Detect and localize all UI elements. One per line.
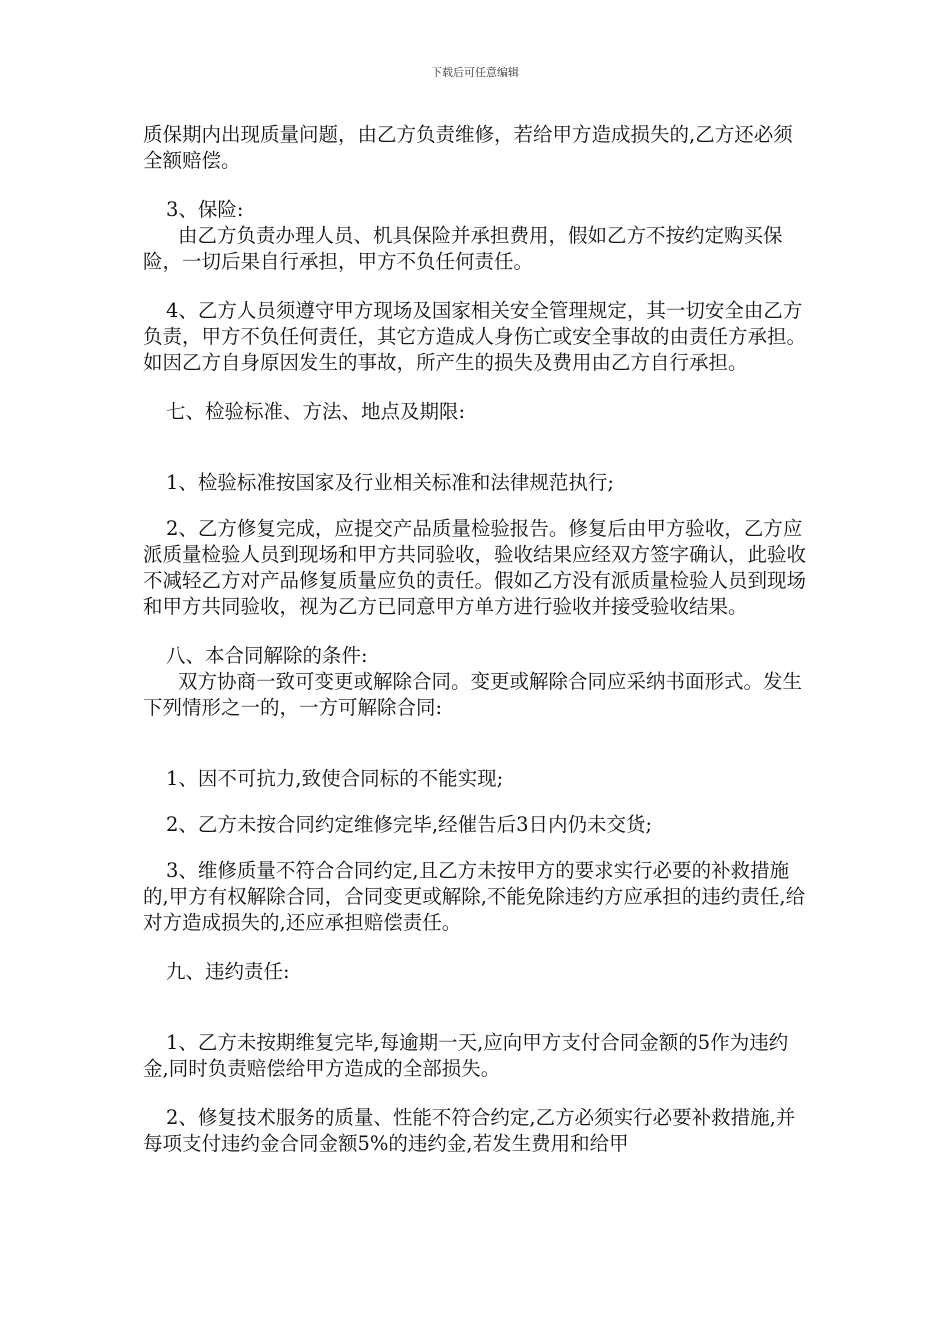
termination-item-1: 1、因不可抗力,致使合同标的不能实现; <box>166 767 504 790</box>
clause-inspection-acceptance: 2、乙方修复完成，应提交产品质量检验报告。修复后由甲方验收，乙方应派质量检验人员到现场和甲方共同验收，验收结果应经双方签字确认，此验收不减轻乙方对产品修复质量应负的责任。假如乙方没有派质量检验人员到现场和甲方共同验收，视为乙方已同意甲方单方进行验收并接受验收结果。 <box>143 517 807 618</box>
document-body <box>143 122 808 1157</box>
section-seven-heading: 七、检验标准、方法、地点及期限: <box>166 400 466 423</box>
termination-item-2: 2、乙方未按合同约定维修完毕,经催告后3日内仍未交货; <box>166 813 653 836</box>
section-eight-intro: 双方协商一致可变更或解除合同。变更或解除合同应采纳书面形式。发生下列情形之一的，一方可解除合同: <box>143 670 803 719</box>
clause-safety: 4、乙方人员须遵守甲方现场及国家相关安全管理规定，其一切安全由乙方负责，甲方不负任何责任，其它方造成人身伤亡或安全事故的由责任方承担。如因乙方自身原因发生的事故，所产生的损失及费用由乙方自行承担。 <box>143 299 807 374</box>
clause-insurance-text: 由乙方负责办理人员、机具保险并承担费用，假如乙方不按约定购买保险，一切后果自行承担，甲方不负任何责任。 <box>143 224 783 273</box>
clause-inspection-standard: 1、检验标准按国家及行业相关标准和法律规范执行; <box>166 471 614 494</box>
liability-item-2: 2、修复技术服务的质量、性能不符合约定,乙方必须实行必要补救措施,并每项支付违约金合同金额5%的违约金,若发生费用和给甲 <box>143 1106 796 1155</box>
liability-item-1: 1、乙方未按期维复完毕,每逾期一天,应向甲方支付合同金额的5作为违约金,同时负责赔偿给甲方造成的全部损失。 <box>143 1031 789 1080</box>
section-nine-heading: 九、违约责任: <box>166 960 290 983</box>
paragraph-warranty-continuation: 质保期内出现质量问题，由乙方负责维修，若给甲方造成损失的,乙方还必须全额赔偿。 <box>143 123 793 172</box>
section-eight-heading: 八、本合同解除的条件: <box>166 644 368 667</box>
clause-insurance-heading: 3、保险: <box>166 198 244 221</box>
page-header: 下载后可任意编辑 <box>431 66 519 79</box>
termination-item-3: 3、维修质量不符合合同约定,且乙方未按甲方的要求实行必要的补救措施的,甲方有权解除合同，合同变更或解除,不能免除违约方应承担的违约责任,给对方造成损失的,还应承担赔偿责任。 <box>143 859 806 934</box>
